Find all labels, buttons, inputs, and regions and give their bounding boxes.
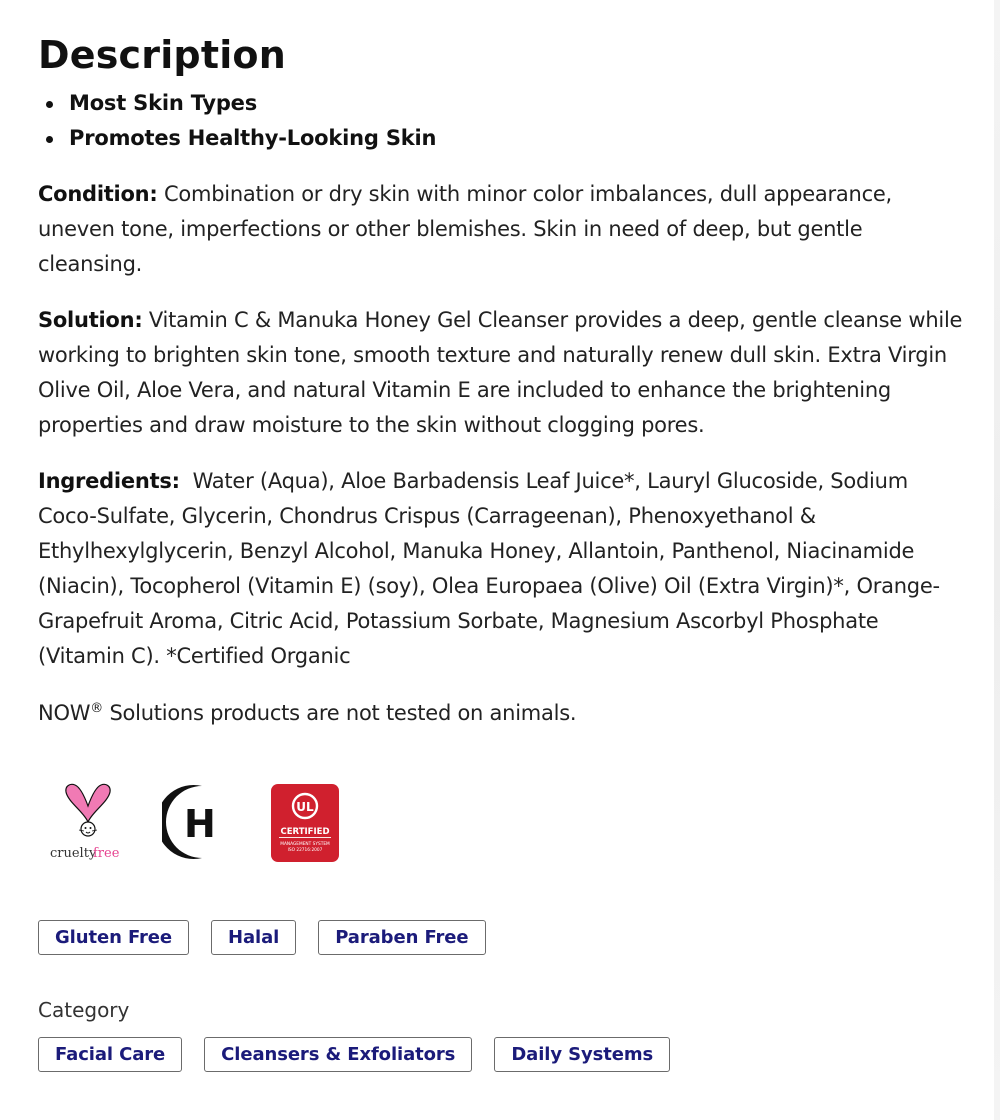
solution-label: Solution: bbox=[38, 308, 143, 332]
tag-gluten-free[interactable]: Gluten Free bbox=[38, 920, 189, 955]
ul-certified-text: CERTIFIED bbox=[280, 827, 330, 837]
description-section bbox=[38, 30, 968, 731]
ingredients-label: Ingredients: bbox=[38, 469, 180, 493]
condition-label: Condition: bbox=[38, 182, 158, 206]
category-tags bbox=[38, 1037, 670, 1073]
category-facial-care[interactable]: Facial Care bbox=[38, 1037, 182, 1072]
animal-testing-text: Solutions products are not tested on animals. bbox=[103, 701, 577, 725]
ul-certified-icon bbox=[271, 784, 339, 862]
category-cleansers-exfoliators[interactable]: Cleansers & Exfoliators bbox=[204, 1037, 472, 1072]
category-daily-systems[interactable]: Daily Systems bbox=[494, 1037, 670, 1072]
ingredients-paragraph bbox=[38, 464, 968, 674]
attribute-tags bbox=[38, 920, 486, 956]
halal-letter: H bbox=[184, 802, 216, 846]
ul-sub-text: MANAGEMENT SYSTEM bbox=[280, 842, 330, 847]
tag-paraben-free[interactable]: Paraben Free bbox=[318, 920, 485, 955]
category-label: Category bbox=[38, 998, 130, 1022]
condition-text: Combination or dry skin with minor color imbalances, dull appearance, uneven tone, imperfections or other blemishes. Skin in need of deep, but gentle cleansing. bbox=[38, 182, 892, 276]
free-text: free bbox=[93, 846, 120, 861]
animal-testing-paragraph bbox=[38, 696, 968, 731]
description-heading: Description bbox=[38, 33, 286, 77]
solution-text: Vitamin C & Manuka Honey Gel Cleanser provides a deep, gentle cleanse while working to brighten skin tone, smooth texture and naturally renew dull skin. Extra Virgin Olive Oil, Aloe Vera, and natural Vitamin E are included to enhance the brightening properties and draw moisture to the skin without clogging pores. bbox=[38, 308, 963, 437]
cruelty-free-bunny-icon bbox=[46, 782, 130, 862]
brand-name: NOW bbox=[38, 701, 91, 725]
ul-mark: UL bbox=[296, 800, 314, 814]
ingredients-text: Water (Aqua), Aloe Barbadensis Leaf Juice*, Lauryl Glucoside, Sodium Coco-Sulfate, Glycerin, Chondrus Crispus (Carrageenan), Phenoxyethanol & Ethylhexylglycerin, Benzyl Alcohol, Manuka Honey, Allantoin, Panthenol, Niacinamide (Niacin), Tocopherol (Vitamin E) (soy), Olea Europaea (Olive) Oil (Extra Virgin)*, Orange-Grapefruit Aroma, Citric Acid, Potassium Sorbate, Magnesium Ascorbyl Phosphate (Vitamin C). *Certified Organic bbox=[38, 469, 940, 668]
feature-item: Promotes Healthy-Looking Skin bbox=[69, 121, 968, 156]
registered-mark: ® bbox=[90, 701, 104, 716]
ul-iso-text: ISO 22716:2007 bbox=[287, 848, 323, 853]
condition-paragraph bbox=[38, 177, 968, 282]
solution-paragraph bbox=[38, 303, 968, 443]
page-right-edge bbox=[994, 0, 1000, 1120]
tag-halal[interactable]: Halal bbox=[211, 920, 296, 955]
certification-logos bbox=[38, 778, 358, 868]
feature-list bbox=[38, 86, 968, 156]
halal-ch-icon bbox=[162, 782, 226, 862]
cruelty-text: cruelty bbox=[50, 846, 97, 861]
feature-item: Most Skin Types bbox=[69, 86, 968, 121]
